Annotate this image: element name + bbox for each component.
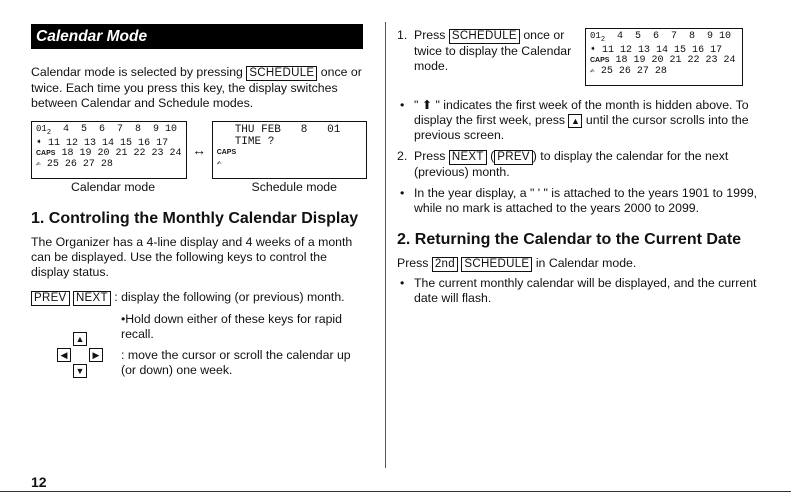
bullet-year-display: • In the year display, a " ' " is attached to the years 1901 to 1999, while no mark is attached to the years 2000 to 2099. <box>397 186 765 216</box>
up-arrow-icon: ➧ <box>36 137 43 149</box>
lcd-captions <box>31 180 367 195</box>
step-1-block <box>397 28 765 86</box>
schedule-lcd: THU FEB 8 01 TIME ? CAPS ✍ <box>212 121 367 179</box>
step-2: 2. Press NEXT ( PREV ) to display the calendar for the next (previous) month. <box>397 149 729 179</box>
pen-icon: ✍ <box>590 66 595 76</box>
schedule-key: SCHEDULE <box>449 29 520 44</box>
down-arrow-key-icon: ▼ <box>73 364 87 378</box>
up-arrow-icon: ⬆ <box>421 98 433 112</box>
page-number: 12 <box>31 474 47 490</box>
caption-schedule: Schedule mode <box>251 180 337 194</box>
step-1: 1. Press SCHEDULE once or twice to display the Calendar mode. <box>397 28 572 73</box>
swap-arrow-icon: ↔ <box>192 141 207 158</box>
heading-controlling: 1. Controling the Monthly Calendar Display <box>31 210 359 227</box>
left-column <box>31 24 367 380</box>
up-arrow-key-icon: ▲ <box>73 332 87 346</box>
right-arrow-key-icon: ▶ <box>89 348 103 362</box>
right-column <box>397 28 765 306</box>
pen-icon: ✍ <box>216 158 222 168</box>
up-arrow-key-icon: ▲ <box>568 114 582 128</box>
prev-key: PREV <box>31 291 70 306</box>
column-divider <box>385 22 386 468</box>
calendar-lcd-small: $01_2$ 4 5 6 7 8 9 10 ➧ 11 12 13 14 15 16 17 CAPS 18 19 20 21 22 23 24 ✍ 25 26 27 28 <box>585 28 743 86</box>
hold-note: •Hold down either of these keys for rapid recall. <box>121 312 342 341</box>
prev-key: PREV <box>494 150 533 165</box>
bullet-current-date: • The current monthly calendar will be displayed, and the current date will flash. <box>397 276 765 306</box>
intro-paragraph: Calendar mode is selected by pressing SCHEDULE once or twice. Each time you press this key, the display switches between Calendar and Schedule modes. <box>31 65 362 110</box>
up-arrow-icon: ➧ <box>590 44 597 56</box>
second-key: 2nd <box>432 257 458 272</box>
bottom-rule <box>0 491 791 492</box>
section-title: Calendar Mode <box>31 24 363 49</box>
display-comparison <box>31 121 367 179</box>
pen-icon: ✍ <box>36 159 41 169</box>
calendar-lcd: $01_2$ 4 5 6 7 8 9 10 ➧ 11 12 13 14 15 16 17 CAPS 18 19 20 21 22 23 24 ✍ 25 26 27 28 <box>31 121 187 179</box>
arrow-note: : move the cursor or scroll the calendar up (or down) one week. <box>121 348 351 377</box>
body-paragraph: The Organizer has a 4-line display and 4 weeks of a month can be displayed. Use the following keys to control the display status. <box>31 235 353 279</box>
schedule-key: SCHEDULE <box>246 66 317 81</box>
next-key: NEXT <box>73 291 111 306</box>
prev-next-line: PREV NEXT : display the following (or previous) month. <box>31 290 367 306</box>
schedule-key: SCHEDULE <box>461 257 532 272</box>
bullet-hidden-week: • " ⬆ " indicates the first week of the month is hidden above. To display the first week, press ▲ until the cursor scrolls into the previous screen. <box>397 98 765 143</box>
arrow-keys-section <box>31 310 367 380</box>
left-arrow-key-icon: ◀ <box>57 348 71 362</box>
step-3: Press 2nd SCHEDULE in Calendar mode. <box>397 256 637 270</box>
heading-returning: 2. Returning the Calendar to the Current Date <box>397 231 742 248</box>
next-key: NEXT <box>449 150 487 165</box>
caption-calendar: Calendar mode <box>71 180 156 194</box>
